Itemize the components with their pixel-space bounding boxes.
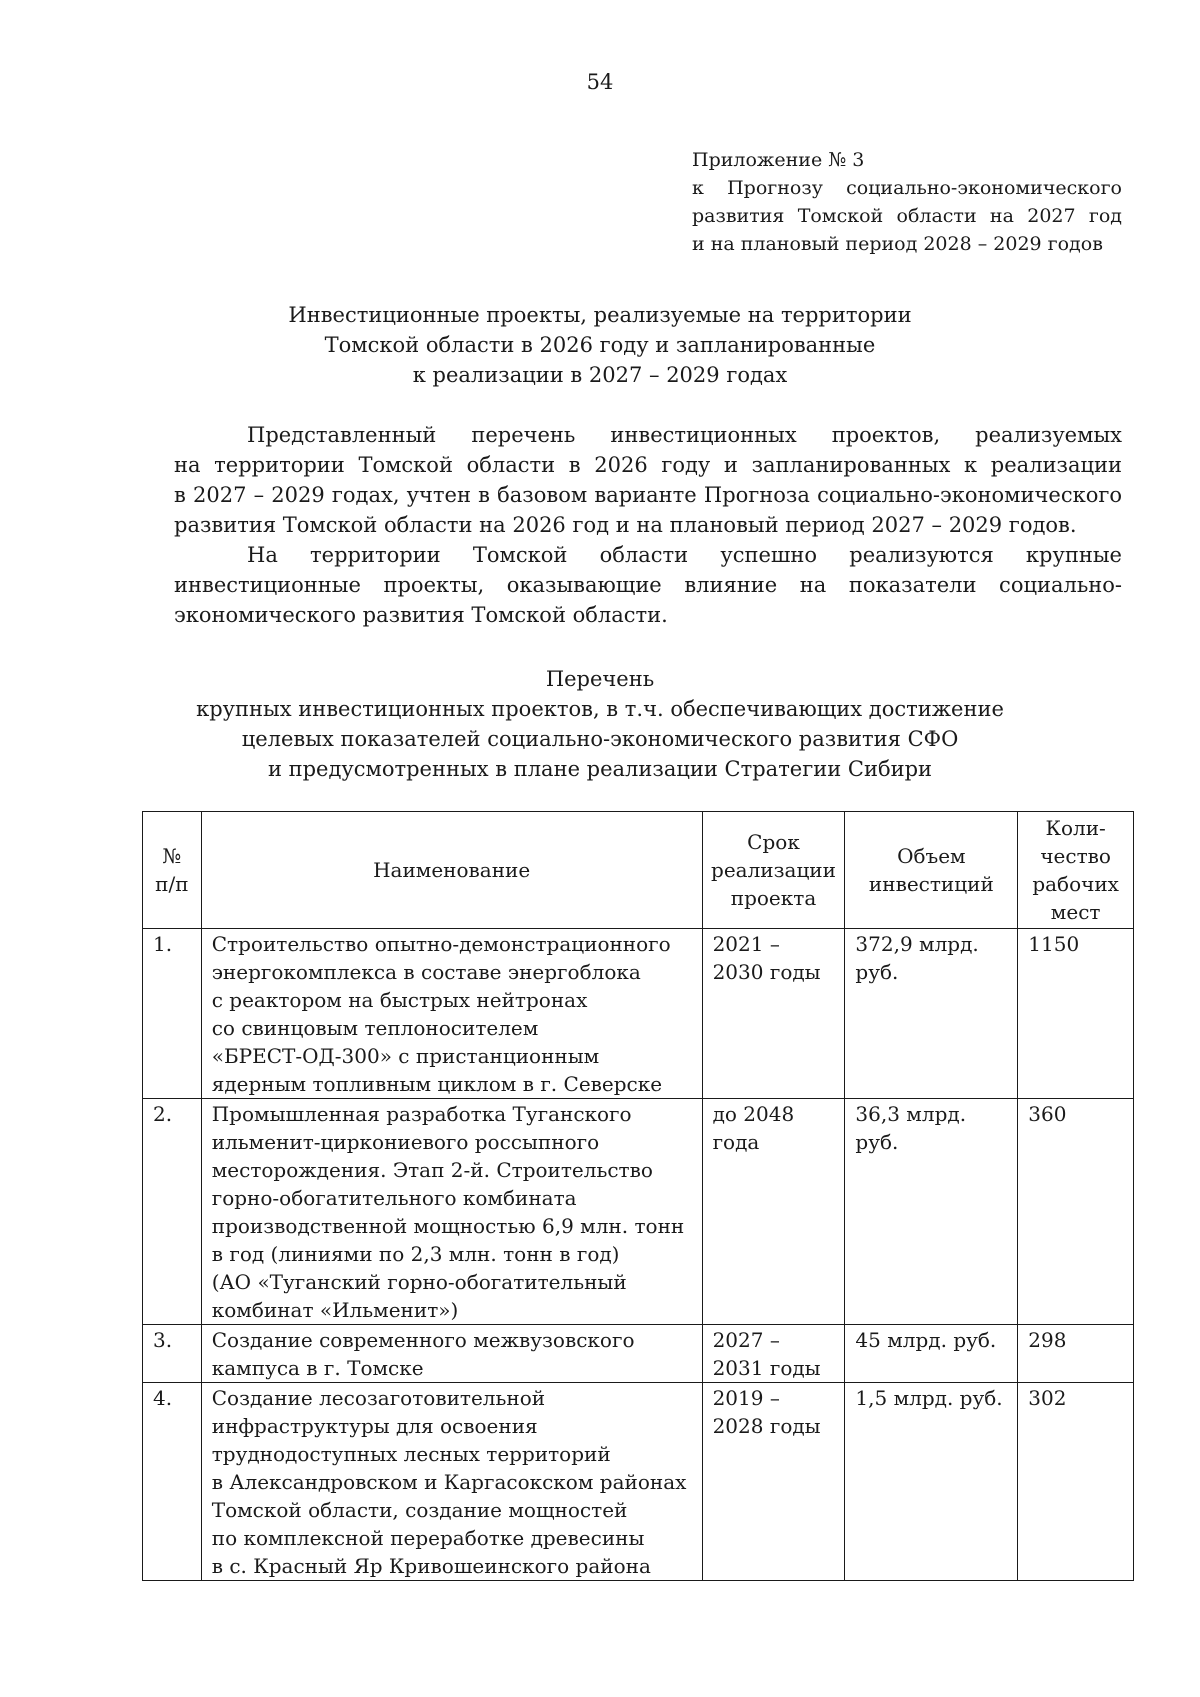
title-line: к реализации в 2027 – 2029 годах bbox=[412, 363, 788, 387]
cell-term: 2021 – 2030 годы bbox=[702, 929, 845, 1099]
cell-volume: 36,3 млрд. руб. bbox=[845, 1099, 1018, 1325]
cell-name: Создание лесозаготовительной инфраструктуры для освоения труднодоступных лесных территорий в Александровском и Каргасокском районах Томской области, создание мощностей по комплексной переработке древесины в с. Красный Яр Кривошеинского района bbox=[201, 1383, 702, 1581]
cell-number: 3. bbox=[143, 1325, 202, 1383]
cell-volume: 372,9 млрд. руб. bbox=[845, 929, 1018, 1099]
projects-table bbox=[142, 811, 1134, 1581]
cell-jobs: 360 bbox=[1018, 1099, 1134, 1325]
table-row bbox=[143, 929, 1134, 1099]
title-line: Томской области в 2026 году и запланированные bbox=[324, 333, 876, 357]
table-row bbox=[143, 1383, 1134, 1581]
paragraph-line: Представленный перечень инвестиционных проектов, реализуемых bbox=[247, 423, 1122, 447]
cell-name: Строительство опытно-демонстрационного энергокомплекса в составе энергоблока с реактором на быстрых нейтронах со свинцовым теплоносителем «БРЕСТ-ОД-300» с пристанционным ядерным топливным циклом в г. Северске bbox=[201, 929, 702, 1099]
cell-term: 2027 – 2031 годы bbox=[702, 1325, 845, 1383]
cell-term: до 2048 года bbox=[702, 1099, 845, 1325]
page-number: 54 bbox=[586, 70, 614, 94]
cell-number: 4. bbox=[143, 1383, 202, 1581]
paragraph-line: развития Томской области на 2026 год и на плановый период 2027 – 2029 годов. bbox=[174, 513, 1077, 537]
cell-number: 1. bbox=[143, 929, 202, 1099]
paragraph-line: инвестиционные проекты, оказывающие влияние на показатели социально- bbox=[174, 573, 1122, 597]
header-term: Срок реализации проекта bbox=[702, 812, 845, 929]
table-header-row bbox=[143, 812, 1134, 929]
cell-jobs: 298 bbox=[1018, 1325, 1134, 1383]
appendix-line: и на плановый период 2028 – 2029 годов bbox=[692, 233, 1103, 255]
cell-number: 2. bbox=[143, 1099, 202, 1325]
appendix-line: развития Томской области на 2027 год bbox=[692, 205, 1122, 227]
appendix-line: к Прогнозу социально-экономического bbox=[692, 177, 1122, 199]
cell-term: 2019 – 2028 годы bbox=[702, 1383, 845, 1581]
list-title-line: и предусмотренных в плане реализации Стратегии Сибири bbox=[267, 757, 933, 781]
cell-name: Создание современного межвузовского кампуса в г. Томске bbox=[201, 1325, 702, 1383]
cell-jobs: 1150 bbox=[1018, 929, 1134, 1099]
list-title bbox=[0, 664, 1200, 784]
table-row bbox=[143, 1325, 1134, 1383]
header-name: Наименование bbox=[201, 812, 702, 929]
intro-text bbox=[174, 420, 1122, 630]
cell-volume: 1,5 млрд. руб. bbox=[845, 1383, 1018, 1581]
paragraph-line: На территории Томской области успешно реализуются крупные bbox=[247, 543, 1122, 567]
table-row bbox=[143, 1099, 1134, 1325]
paragraph-line: на территории Томской области в 2026 году и запланированных к реализации bbox=[174, 453, 1122, 477]
list-title-line: крупных инвестиционных проектов, в т.ч. обеспечивающих достижение bbox=[196, 697, 1004, 721]
document-title bbox=[0, 300, 1200, 390]
header-volume: Объем инвестиций bbox=[845, 812, 1018, 929]
appendix-line: Приложение № 3 bbox=[692, 149, 865, 171]
paragraph-line: в 2027 – 2029 годах, учтен в базовом варианте Прогноза социально-экономического bbox=[174, 483, 1122, 507]
header-number: № п/п bbox=[143, 812, 202, 929]
list-title-line: Перечень bbox=[545, 667, 655, 691]
cell-volume: 45 млрд. руб. bbox=[845, 1325, 1018, 1383]
paragraph-line: экономического развития Томской области. bbox=[174, 603, 668, 627]
list-title-line: целевых показателей социально-экономического развития СФО bbox=[241, 727, 959, 751]
cell-jobs: 302 bbox=[1018, 1383, 1134, 1581]
title-line: Инвестиционные проекты, реализуемые на территории bbox=[288, 303, 912, 327]
appendix-note bbox=[692, 146, 1122, 258]
header-jobs: Коли- чество рабочих мест bbox=[1018, 812, 1134, 929]
cell-name: Промышленная разработка Туганского ильменит-циркониевого россыпного месторождения. Этап 2-й. Строительство горно-обогатительного комбината производственной мощностью 6,9 млн. тонн в год (линиями по 2,3 млн. тонн в год) (АО «Туганский горно-обогатительный комбинат «Ильменит») bbox=[201, 1099, 702, 1325]
